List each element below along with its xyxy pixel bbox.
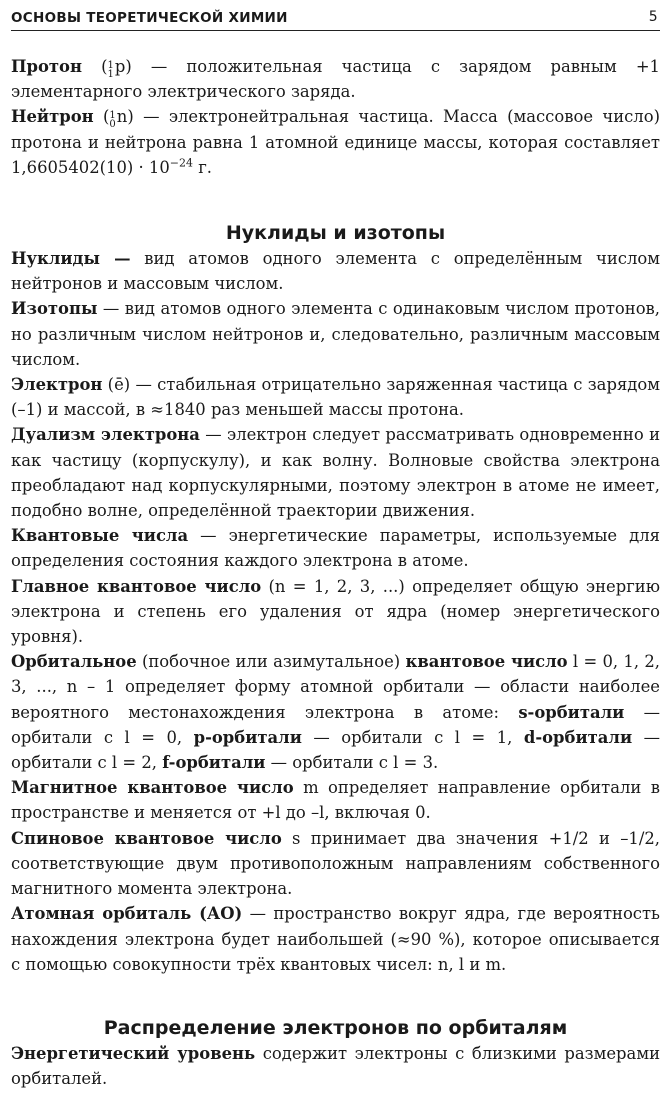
neutron-paragraph: Нейтрон ( 1 0 n) — электронейтральная частица. Масса (массовое число) протона и нейтрона равна 1 атомной единице массы, которая составляет $1,6605402(10) \cdot 10^{-24}$ г.	[11, 107, 660, 177]
section-title-nuclides: Нуклиды и изотопы	[225, 222, 446, 245]
running-header	[11, 6, 660, 31]
spin-number-paragraph: Спиновое квантовое число s принимает два значения +1/2 и –1/2, соответствующие двум противоположным направлениям собственного магнитного момента электрона.	[11, 828, 660, 899]
proton-text: — положительная частица с зарядом равным +1 элементарного электрического заряда.	[11, 57, 660, 102]
nuclides-paragraph: Нуклиды — вид атомов одного элемента с определённым числом нейтронов и массовым числом.	[11, 249, 660, 294]
atomic-orbital-paragraph: Атомная орбиталь (АО) — пространство вокруг ядра, где вероятность нахождения электрона будет наибольшей (≈90 %), которое описывается с помощью совокупности трёх квантовых чисел: n, l и m.	[11, 904, 660, 974]
dualism-paragraph: Дуализм электрона — электрон следует рассматривать одновременно и как частицу (корпускулу), и как волну. Волновые свойства электрона преобладают над корпускулярными, поэтому электрон в атоме не имеет, подобно волне, определённой траектории движения.	[11, 425, 660, 521]
quantum-numbers-paragraph: Квантовые числа — энергетические параметры, используемые для определения состояния каждого электрона в атоме.	[11, 526, 660, 571]
proton-nuclide-index: 1 1	[107, 60, 114, 80]
neutron-nuclide-index: 1 0	[109, 110, 116, 131]
page-number: 5	[648, 9, 658, 25]
f-orbitals-term: f-орбитали	[162, 753, 266, 773]
energy-level-paragraph: Энергетический уровень содержит электроны с близкими размерами орбиталей.	[11, 1043, 660, 1089]
neutron-text: — электронейтральная частица. Масса (массовое число) протона и нейтрона равна 1 атомной единице массы, которая составляет 1,6605402(10) · 10	[11, 107, 660, 177]
s-orbitals-term: s-орбитали	[518, 702, 625, 722]
header-title: ОСНОВЫ ТЕОРЕТИЧЕСКОЙ ХИМИИ	[11, 10, 288, 26]
proton-term: Протон	[11, 57, 82, 76]
neutron-exponent: −24	[169, 156, 193, 170]
d-orbitals-term: d-орбитали	[523, 727, 633, 747]
magnetic-number-paragraph: Магнитное квантовое число m определяет направление орбитали в пространстве и меняется от +l до –l, включая 0.	[11, 778, 660, 823]
neutron-term: Нейтрон	[11, 107, 94, 127]
electron-paragraph: Электрон (ē) — стабильная отрицательно заряженная частица с зарядом (–1) и массой, в ≈1840 раз меньшей массы протона.	[11, 375, 660, 420]
page-body	[11, 54, 660, 1091]
neutron-symbol: n	[116, 107, 128, 127]
principal-number-paragraph: Главное квантовое число (n = 1, 2, 3, ...) определяет общую энергию электрона и степень его удаления от ядра (номер энергетического уровня).	[11, 576, 660, 647]
p-orbitals-term: p-орбитали	[193, 727, 302, 747]
proton-paragraph: Протон ( 1 1 p) — положительная частица с зарядом равным +1 элементарного электрического заряда.	[11, 57, 660, 102]
proton-symbol: p	[114, 57, 126, 76]
orbital-number-paragraph: Орбитальное (побочное или азимутальное) квантовое число l = 0, 1, 2, 3, ..., n – 1 определяет форму атомной орбитали — области наиболее вероятного местонахождения электрона в атоме: s-орбитали — орбитали с l = 0, p-орбитали — орбитали с l = 1, d-орбитали — орбитали с l = 2, f-орбитали — орбитали с l = 3.	[11, 652, 660, 773]
section-title-distribution: Распределение электронов по орбиталям	[103, 1016, 568, 1039]
isotopes-paragraph: Изотопы — вид атомов одного элемента с одинаковым числом протонов, но различным числом нейтронов и, следовательно, различным массовым числом.	[11, 299, 660, 369]
